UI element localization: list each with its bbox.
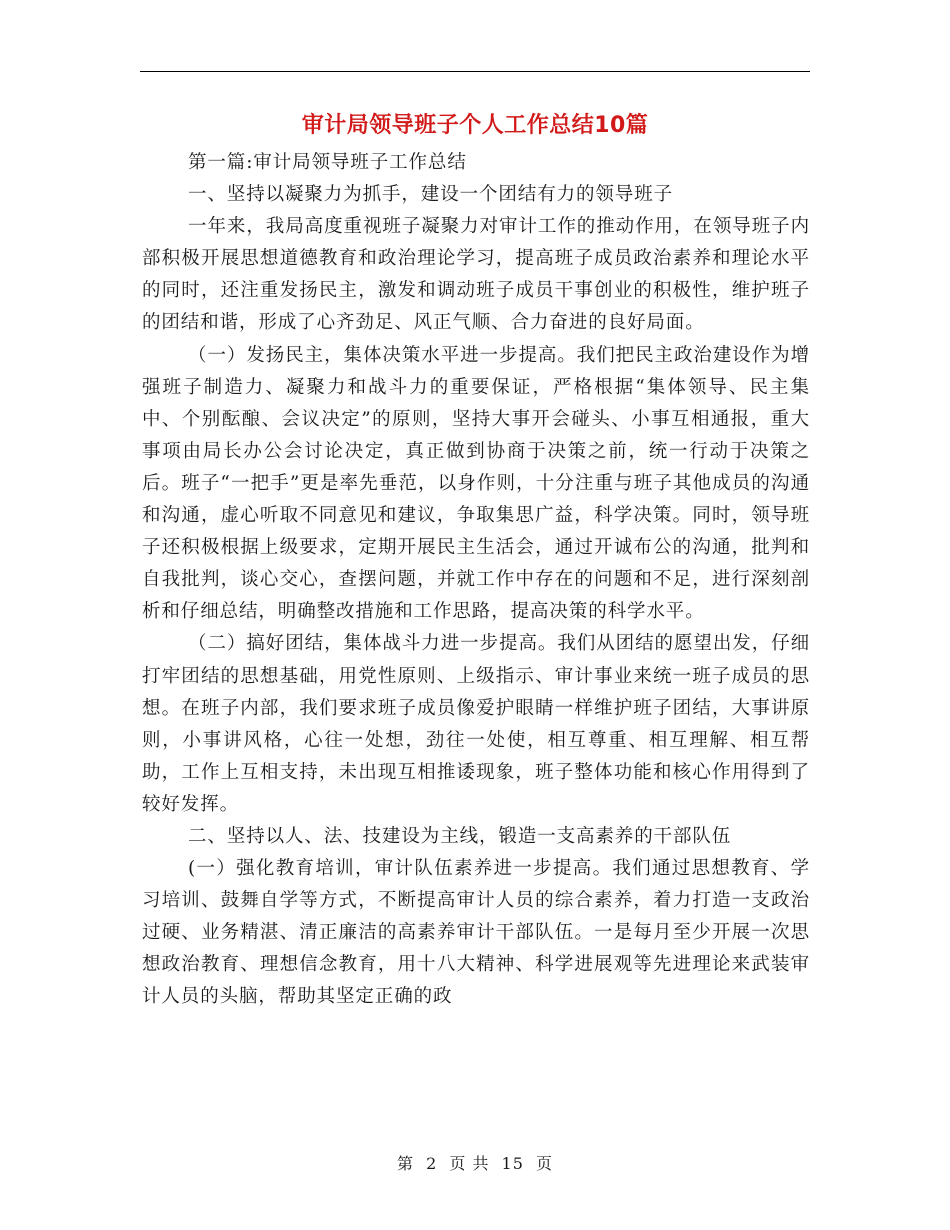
body-paragraph: (一）强化教育培训，审计队伍素养进一步提高。我们通过思想教育、学习培训、鼓舞自学等方式，不断提高审计人员的综合素养，着力打造一支政治过硬、业务精湛、清正廉洁的高素养审计干部队伍。一是每月至少开展一次思想政治教育、理想信念教育，用十八大精神、科学进展观等先进理论来武装审计人员的头脑，帮助其坚定正确的政: [142, 858, 810, 1008]
document-title: 审计局领导班子个人工作总结10篇: [301, 113, 649, 138]
total-pages-number: 15: [501, 1154, 524, 1173]
body-paragraph: 一年来，我局高度重视班子凝聚力对审计工作的推动作用，在领导班子内部积极开展思想道德教育和政治理论学习，提高班子成员政治素养和理论水平的同时，还注重发扬民主，激发和调动班子成员干事创业的积极性，维护班子的团结和谐，形成了心齐劲足、风正气顺、合力奋进的良好局面。: [142, 216, 810, 334]
header-rule: [140, 71, 810, 72]
section-heading: 一、坚持以凝聚力为抓手，建设一个团结有力的领导班子: [188, 184, 674, 206]
current-page-number: 2: [426, 1154, 438, 1173]
footer-suffix: 页: [536, 1154, 554, 1173]
body-paragraph: （一）发扬民主，集体决策水平进一步提高。我们把民主政治建设作为增强班子制造力、凝聚力和战斗力的重要保证，严格根据“集体领导、民主集中、个别酝酿、会议决定”的原则，坚持大事开会碰头、小事互相通报，重大事项由局长办公会讨论决定，真正做到协商于决策之前，统一行动于决策之后。班子“一把手”更是率先垂范，以身作则，十分注重与班子其他成员的沟通和沟通，虚心听取不同意见和建议，争取集思广益，科学决策。同时，领导班子还积极根据上级要求，定期开展民主生活会，通过开诚布公的沟通，批判和自我批判，谈心交心，查摆问题，并就工作中存在的问题和不足，进行深刻剖析和仔细总结，明确整改措施和工作思路，提高决策的科学水平。: [142, 344, 810, 623]
section-heading: 第一篇:审计局领导班子工作总结: [188, 152, 467, 173]
section-heading: 二、坚持以人、法、技建设为主线，锻造一支高素养的干部队伍: [188, 825, 732, 847]
footer-prefix: 第: [396, 1154, 414, 1173]
page-footer: [0, 1152, 950, 1176]
footer-mid: 页 共: [449, 1154, 490, 1173]
document-body: [142, 147, 810, 1014]
body-paragraph: （二）搞好团结，集体战斗力进一步提高。我们从团结的愿望出发，仔细打牢团结的思想基础，用党性原则、上级指示、审计事业来统一班子成员的思想。在班子内部，我们要求班子成员像爱护眼睛一样维护班子团结，大事讲原则，小事讲风格，心往一处想，劲往一处使，相互尊重、相互理解、相互帮助，工作上互相支持，未出现互相推诿现象，班子整体功能和核心作用得到了较好发挥。: [142, 633, 810, 815]
